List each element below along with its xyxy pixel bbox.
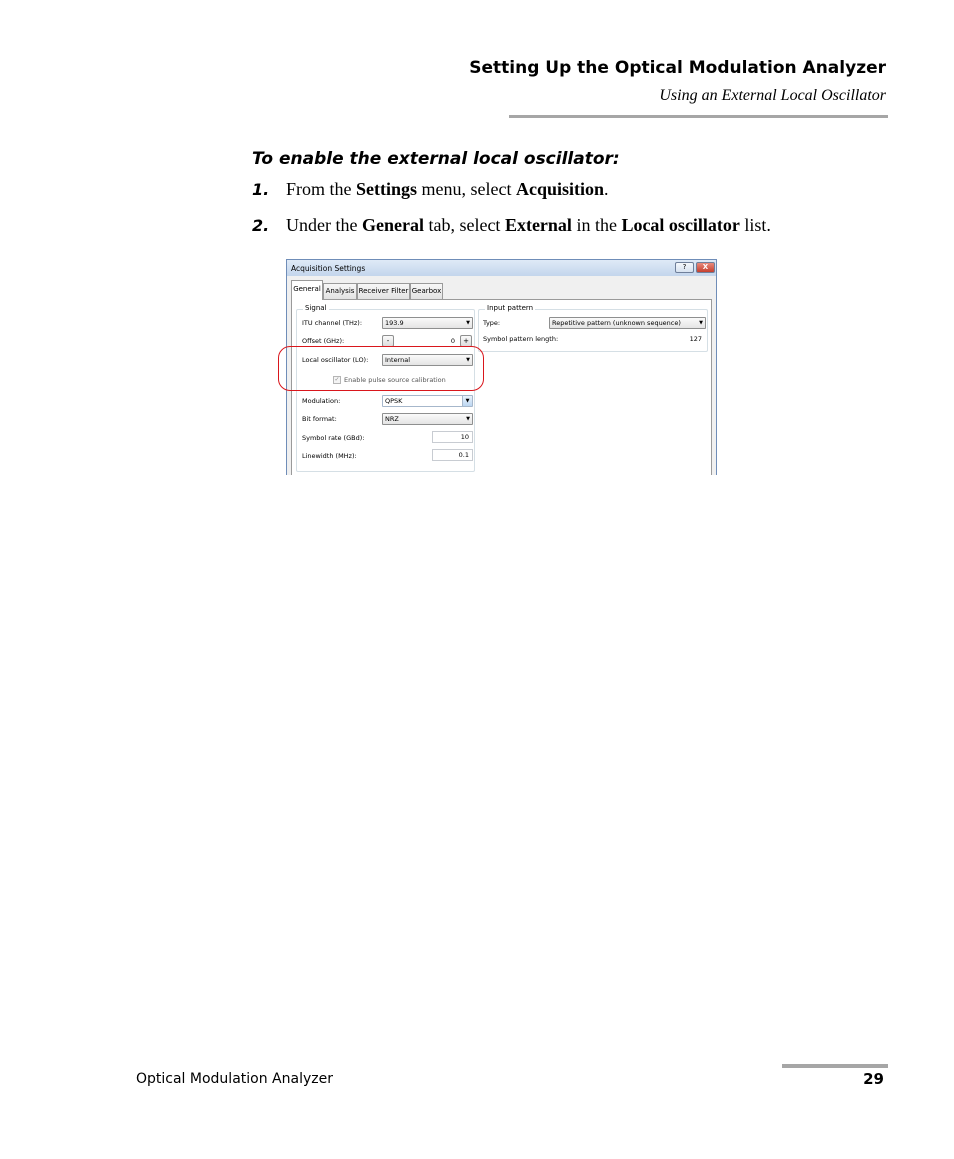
pattern-type-select[interactable]: Repetitive pattern (unknown sequence) ▼ <box>549 317 706 329</box>
tab-general[interactable]: General <box>291 280 323 300</box>
itu-channel-label: ITU channel (THz): <box>302 319 363 327</box>
local-oscillator-select[interactable]: Internal ▼ <box>382 354 473 366</box>
header-rule <box>509 115 888 118</box>
bit-format-select[interactable]: NRZ ▼ <box>382 413 473 425</box>
highlight-circle <box>278 346 484 391</box>
offset-input[interactable]: 0 <box>395 335 459 347</box>
tab-gearbox[interactable]: Gearbox <box>410 283 443 299</box>
chevron-down-icon: ▼ <box>699 320 703 326</box>
chevron-down-icon: ▼ <box>466 416 470 422</box>
step-number: 1. <box>252 180 270 199</box>
pulse-calibration-checkbox[interactable]: ✓ <box>334 376 340 383</box>
offset-decrement-button[interactable]: - <box>382 335 394 347</box>
dialog-title: Acquisition Settings <box>291 264 366 273</box>
bit-format-label: Bit format: <box>302 415 337 423</box>
close-icon: X <box>702 263 709 271</box>
tab-receiver-filter[interactable]: Receiver Filter <box>357 283 410 299</box>
chevron-down-icon: ▼ <box>466 320 470 326</box>
linewidth-input[interactable]: 0.1 <box>432 449 473 461</box>
symbol-rate-label: Symbol rate (GBd): <box>302 434 365 442</box>
signal-group-label: Signal <box>305 304 327 312</box>
step-text: From the Settings menu, select Acquisition. <box>286 179 609 199</box>
procedure-title: To enable the external local oscillator: <box>252 149 620 169</box>
pattern-length-input[interactable]: 127 <box>659 333 706 345</box>
step-text: Under the General tab, select External in the Local oscillator list. <box>286 215 771 235</box>
symbol-rate-input[interactable]: 10 <box>432 431 473 443</box>
step-number: 2. <box>252 216 270 235</box>
close-button[interactable] <box>696 262 715 273</box>
chevron-down-icon: ▼ <box>466 357 470 363</box>
running-header-title: Setting Up the Optical Modulation Analyzer <box>469 58 886 78</box>
running-header-subtitle: Using an External Local Oscillator <box>659 87 886 104</box>
dialog-titlebar[interactable] <box>287 260 716 276</box>
pulse-calibration-label: Enable pulse source calibration <box>344 376 446 384</box>
footer-product-name: Optical Modulation Analyzer <box>136 1071 333 1087</box>
local-oscillator-label: Local oscillator (LO): <box>302 356 369 364</box>
input-pattern-group <box>478 304 708 352</box>
pattern-length-label: Symbol pattern length: <box>483 335 559 343</box>
footer-rule <box>782 1064 888 1068</box>
help-button[interactable] <box>675 262 694 273</box>
input-pattern-group-label: Input pattern <box>487 304 534 312</box>
offset-label: Offset (GHz): <box>302 337 345 345</box>
tab-analysis[interactable]: Analysis <box>323 283 357 299</box>
offset-increment-button[interactable]: + <box>460 335 472 347</box>
page-number: 29 <box>863 1070 884 1088</box>
modulation-select[interactable]: QPSK ▼ <box>382 395 473 407</box>
itu-channel-select[interactable]: 193.9 ▼ <box>382 317 473 329</box>
pattern-type-label: Type: <box>483 319 501 327</box>
modulation-label: Modulation: <box>302 397 341 405</box>
linewidth-label: Linewidth (MHz): <box>302 452 357 460</box>
help-icon: ? <box>682 263 687 271</box>
chevron-down-icon: ▼ <box>462 396 472 406</box>
